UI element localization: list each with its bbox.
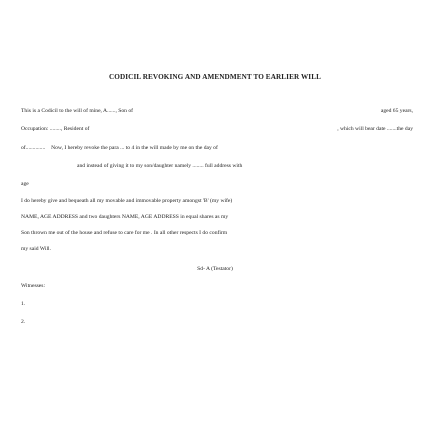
codicil-intro-text: This is a Codicil to the will of mine, A......, Son of	[21, 108, 134, 114]
age-text: aged 65 years,	[380, 108, 413, 114]
revoke-text: Now, I hereby revoke the para ... to 4 in the will made by me on the day of	[51, 145, 218, 151]
age-word: age	[21, 181, 29, 187]
witness-2: 2.	[21, 319, 26, 325]
para2-line-3	[21, 229, 413, 238]
para2-line-1	[21, 197, 413, 206]
para2-line-2	[21, 213, 413, 222]
para1-line-4	[77, 162, 413, 171]
testator-signature: Sd- A (Testator)	[197, 266, 233, 272]
para1-line-2	[21, 125, 413, 134]
witnesses-label: Witnesses:	[21, 283, 46, 289]
instead-text: and instead of giving it to my son/daughter namely ........ full address with	[77, 163, 243, 169]
beneficiaries-text: NAME, AGE ADDRESS and two daughters NAME, AGE ADDRESS in equal shares as my	[21, 214, 229, 220]
para2-line-4	[21, 245, 413, 254]
witness-1: 1.	[21, 301, 26, 307]
of-date-text: of..............	[21, 145, 46, 151]
bequeath-text: I do hereby give and bequeath all my movable and immovable property amongst 'B' (my wife)	[21, 198, 233, 204]
para1-line-3	[21, 144, 413, 153]
will-date-text: , which will bear date .......the day	[337, 126, 413, 132]
para1-line-1	[21, 107, 413, 116]
document-title: CODICIL REVOKING AND AMENDMENT TO EARLIER WILL	[108, 73, 321, 81]
confirm-text: my said Will.	[21, 246, 51, 252]
para1-line-5	[21, 180, 413, 189]
occupation-text: Occupation: ........, Resident of	[21, 126, 90, 132]
reason-text: Son thrown me out of the house and refuse to care for me . In all other respects I do confirm	[21, 230, 228, 236]
